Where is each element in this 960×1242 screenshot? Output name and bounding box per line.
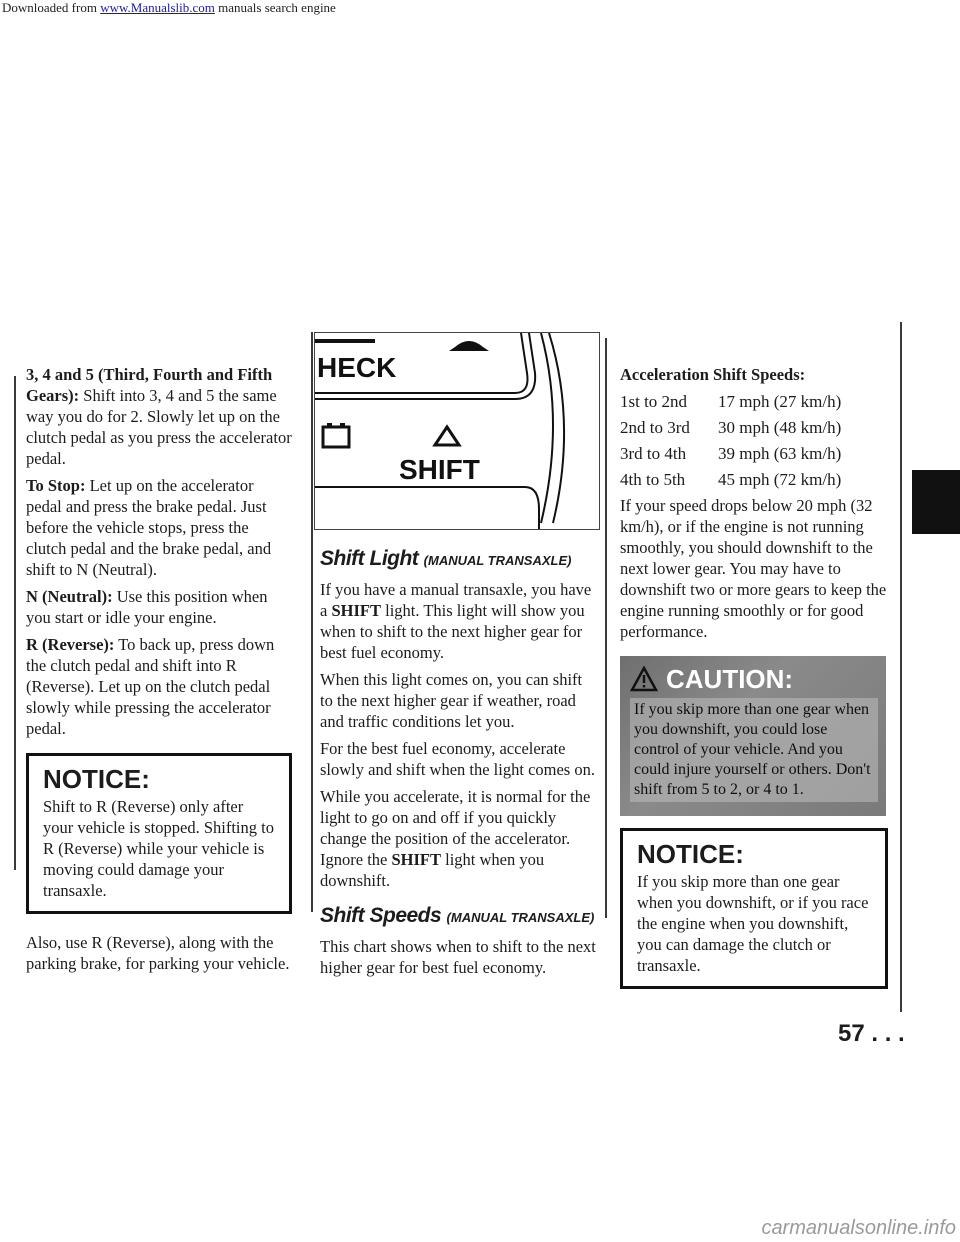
left-column bbox=[26, 364, 292, 980]
notice-title-right: NOTICE: bbox=[637, 839, 744, 869]
warning-triangle-icon bbox=[630, 666, 658, 692]
manualslib-link[interactable]: www.Manualslib.com bbox=[100, 0, 215, 15]
speed-row bbox=[620, 443, 841, 469]
speed-cell: 17 mph (27 km/h) bbox=[718, 392, 842, 411]
download-note: Downloaded from www.Manualslib.com manuals search engine bbox=[2, 0, 336, 15]
notice-text: Shift to R (Reverse) only after your vehicle is stopped. Shifting to R (Reverse) while your vehicle is moving could damage your transaxle. bbox=[43, 797, 274, 900]
paragraph-parking: Also, use R (Reverse), along with the parking brake, for parking your vehicle. bbox=[26, 933, 290, 973]
speed-cell: 39 mph (63 km/h) bbox=[718, 444, 842, 463]
notice-box-downshift bbox=[620, 828, 888, 989]
check-label: HECK bbox=[317, 352, 397, 383]
shift-light-paragraph-1: If you have a manual transaxle, you have a SHIFT light. This light will show you when to shift to the next higher gear for best fuel economy. bbox=[320, 580, 592, 662]
shift-speed-table bbox=[620, 391, 841, 495]
shift-light-paragraph-3: For the best fuel economy, accelerate slowly and shift when the light comes on. bbox=[320, 739, 595, 779]
speed-row bbox=[620, 391, 841, 417]
paragraph-reverse: R (Reverse): To back up, press down the clutch pedal and shift into R (Reverse). Let up on the clutch pedal slowly while pressing the accelerator pedal. bbox=[26, 635, 275, 738]
instrument-cluster-drawing bbox=[315, 333, 599, 529]
caution-text: If you skip more than one gear when you downshift, you could lose control of your vehicle. And you could injure yourself or others. Don't shift from 5 to 2, or 4 to 1. bbox=[630, 698, 878, 802]
notice-box-reverse bbox=[26, 753, 292, 914]
paragraph-third-fourth-fifth: 3, 4 and 5 (Third, Fourth and Fifth Gears): Shift into 3, 4 and 5 the same way you do for 2. Slowly let up on the clutch pedal as you press the accelerator pedal. bbox=[26, 365, 292, 468]
right-column bbox=[620, 364, 888, 989]
gear-cell: 1st to 2nd bbox=[620, 392, 688, 411]
shift-speeds-heading: Shift Speeds (MANUAL TRANSAXLE) bbox=[320, 904, 595, 927]
shift-speeds-paragraph: This chart shows when to shift to the next higher gear for best fuel economy. bbox=[320, 937, 596, 977]
shift-light-heading: Shift Light (MANUAL TRANSAXLE) bbox=[320, 547, 572, 570]
middle-rule bbox=[311, 332, 313, 912]
gear-cell: 2nd to 3rd bbox=[620, 418, 690, 437]
caution-box bbox=[620, 656, 886, 816]
speeds-title: Acceleration Shift Speeds: bbox=[620, 365, 806, 384]
downshift-paragraph: If your speed drops below 20 mph (32 km/h), or if the engine is not running smoothly, you should downshift to the next lower gear. You may have to downshift two or more gears to keep the engine running smoothly or for good performance. bbox=[620, 496, 887, 641]
watermark: carmanualsonline.info bbox=[761, 1217, 956, 1239]
shift-label: SHIFT bbox=[399, 454, 480, 485]
far-right-rule bbox=[900, 322, 902, 1012]
shift-light-paragraph-2: When this light comes on, you can shift to the next higher gear if weather, road and traffic conditions let you. bbox=[320, 670, 583, 731]
shift-light-illustration bbox=[314, 332, 600, 530]
notice-text-right: If you skip more than one gear when you downshift, or if you race the engine when you downshift, you can damage the clutch or transaxle. bbox=[637, 872, 869, 975]
caution-header bbox=[630, 663, 878, 694]
speed-cell: 30 mph (48 km/h) bbox=[718, 418, 842, 437]
left-rule bbox=[14, 376, 16, 870]
speed-row bbox=[620, 469, 841, 495]
gear-cell: 3rd to 4th bbox=[620, 444, 687, 463]
paragraph-neutral: N (Neutral): Use this position when you start or idle your engine. bbox=[26, 587, 268, 627]
speed-cell: 45 mph (72 km/h) bbox=[718, 470, 842, 489]
notice-title: NOTICE: bbox=[43, 764, 150, 794]
paragraph-to-stop: To Stop: Let up on the accelerator pedal and press the brake pedal. Just before the vehicle stops, press the clutch pedal and the brake pedal, and shift to N (Neutral). bbox=[26, 476, 272, 579]
caution-title: CAUTION: bbox=[666, 663, 794, 694]
section-tab bbox=[912, 470, 960, 534]
gear-cell: 4th to 5th bbox=[620, 470, 686, 489]
page-number: 57 . . . bbox=[838, 1020, 905, 1047]
middle-column bbox=[320, 540, 598, 984]
shift-light-paragraph-4: While you accelerate, it is normal for the light to go on and off if you quickly change the position of the accelerator. Ignore the SHIFT light when you downshift. bbox=[320, 787, 591, 890]
speed-row bbox=[620, 417, 841, 443]
right-rule bbox=[605, 338, 607, 918]
